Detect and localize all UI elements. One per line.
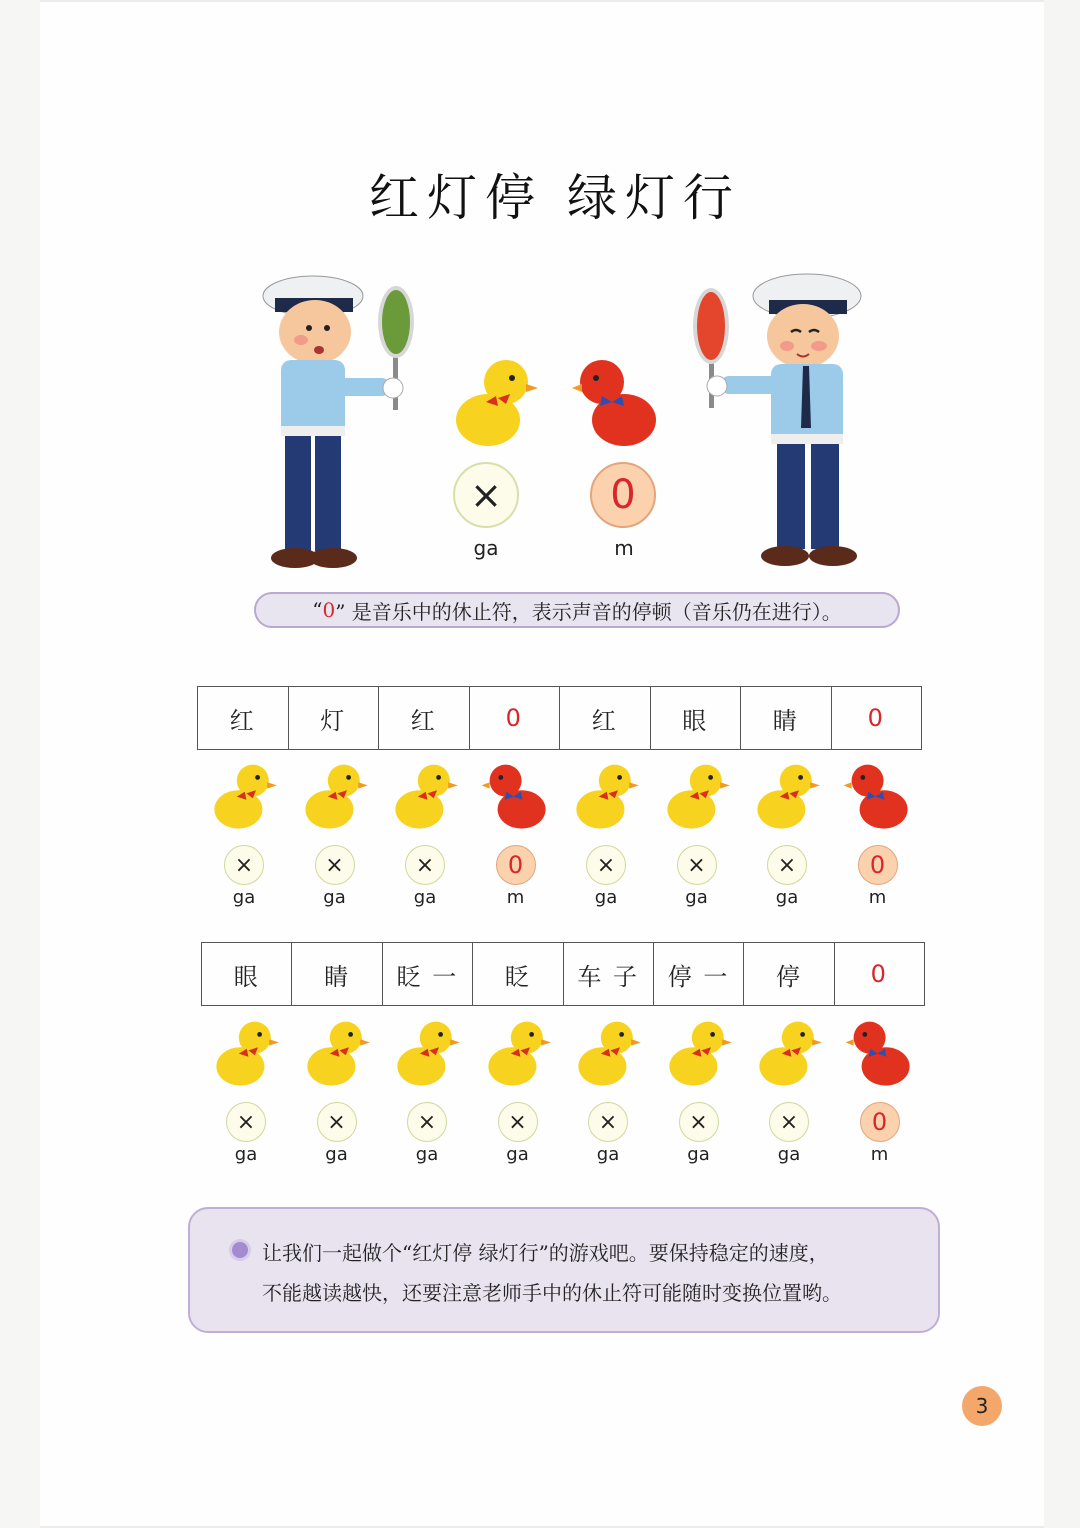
lyric-cell: 灯: [288, 687, 379, 750]
beat-symbol: 0: [496, 845, 536, 885]
yellow-chick-illustration: [448, 352, 538, 452]
beat-syllable: m: [506, 887, 525, 908]
beat-syllable: m: [870, 1144, 889, 1165]
beat-symbol: ×: [767, 845, 807, 885]
activity-tip-box: [188, 1207, 940, 1333]
yellow-chick-icon: [662, 1012, 736, 1092]
lyric-cell: 车 子: [563, 943, 653, 1006]
beat-symbol: ×: [498, 1102, 538, 1142]
lyric-cell: 眼: [202, 943, 292, 1006]
yellow-chick-icon: [390, 1012, 464, 1092]
policeman-green-sign-illustration: [255, 260, 425, 580]
beat-syllable: ga: [596, 1144, 620, 1165]
note-text: ” 是音乐中的休止符，表示声音的停顿（音乐仍在进行）。: [335, 599, 842, 624]
lyric-rest-cell: 0: [469, 687, 560, 750]
lyrics-table-row1: [197, 686, 922, 750]
red-chick-illustration: [572, 352, 662, 452]
lyric-cell: 停: [744, 943, 834, 1006]
lyric-cell: 眨: [473, 943, 563, 1006]
lyric-cell: 眼: [650, 687, 741, 750]
beat-syllable: ga: [325, 1144, 348, 1165]
note-zero-symbol: 0: [322, 598, 336, 622]
tip-line-1: 让我们一起做个“红灯停 绿灯行”的游戏吧。要保持稳定的速度，: [262, 1241, 829, 1265]
beat-syllable: ga: [415, 1144, 439, 1165]
beat-symbol: ×: [405, 845, 445, 885]
lyric-cell: 睛: [292, 943, 382, 1006]
beat-syllable: m: [868, 887, 887, 908]
lyric-rest-cell: 0: [831, 687, 922, 750]
tip-line-2: 不能越读越快，还要注意老师手中的休止符可能随时变换位置哟。: [262, 1281, 842, 1305]
lyric-cell: 睛: [741, 687, 832, 750]
beat-symbol: ×: [407, 1102, 447, 1142]
red-chick-icon: [479, 755, 553, 835]
lyrics-table-row2: [201, 942, 925, 1006]
beat-syllable: ga: [777, 1144, 801, 1165]
beat-symbol: ×: [315, 845, 355, 885]
lyric-cell: 停 一: [653, 943, 743, 1006]
lyric-cell: 眨 一: [382, 943, 472, 1006]
policeman-red-sign-illustration: [685, 258, 875, 578]
beat-symbol: 0: [860, 1102, 900, 1142]
legend-m-syllable: m: [614, 536, 634, 560]
yellow-chick-icon: [300, 1012, 374, 1092]
note-quote-open: “: [312, 598, 323, 622]
rest-note-banner: [254, 592, 900, 628]
yellow-chick-icon: [298, 755, 372, 835]
beat-symbol: ×: [769, 1102, 809, 1142]
yellow-chick-icon: [660, 755, 734, 835]
yellow-chick-icon: [481, 1012, 555, 1092]
beat-syllable: ga: [506, 1144, 529, 1165]
beat-symbol: ×: [586, 845, 626, 885]
yellow-chick-icon: [571, 1012, 645, 1092]
red-chick-icon: [841, 755, 915, 835]
lyric-cell: 红: [560, 687, 651, 750]
beat-symbol: ×: [226, 1102, 266, 1142]
beat-syllable: ga: [234, 1144, 258, 1165]
bullet-icon: [232, 1242, 248, 1258]
beat-syllable: ga: [232, 887, 256, 908]
beat-syllable: ga: [775, 887, 799, 908]
beat-syllable: ga: [594, 887, 618, 908]
beat-symbol: ×: [679, 1102, 719, 1142]
legend-ga-symbol: ×: [453, 462, 519, 528]
yellow-chick-icon: [752, 1012, 826, 1092]
legend-ga-syllable: ga: [473, 536, 499, 560]
beat-syllable: ga: [413, 887, 437, 908]
page-number: 3: [962, 1386, 1002, 1426]
yellow-chick-icon: [569, 755, 643, 835]
beat-symbol: 0: [858, 845, 898, 885]
yellow-chick-icon: [209, 1012, 283, 1092]
lyric-cell: 红: [198, 687, 289, 750]
beat-syllable: ga: [685, 887, 708, 908]
beat-symbol: ×: [677, 845, 717, 885]
yellow-chick-icon: [388, 755, 462, 835]
lyric-rest-cell: 0: [834, 943, 924, 1006]
beat-symbol: ×: [317, 1102, 357, 1142]
beat-symbol: ×: [224, 845, 264, 885]
lyric-cell: 红: [379, 687, 470, 750]
page-title: 红灯停 绿灯行: [369, 169, 741, 227]
red-chick-icon: [843, 1012, 917, 1092]
legend-m-symbol: 0: [590, 462, 656, 528]
beat-syllable: ga: [323, 887, 346, 908]
beat-symbol: ×: [588, 1102, 628, 1142]
beat-syllable: ga: [687, 1144, 710, 1165]
yellow-chick-icon: [750, 755, 824, 835]
yellow-chick-icon: [207, 755, 281, 835]
